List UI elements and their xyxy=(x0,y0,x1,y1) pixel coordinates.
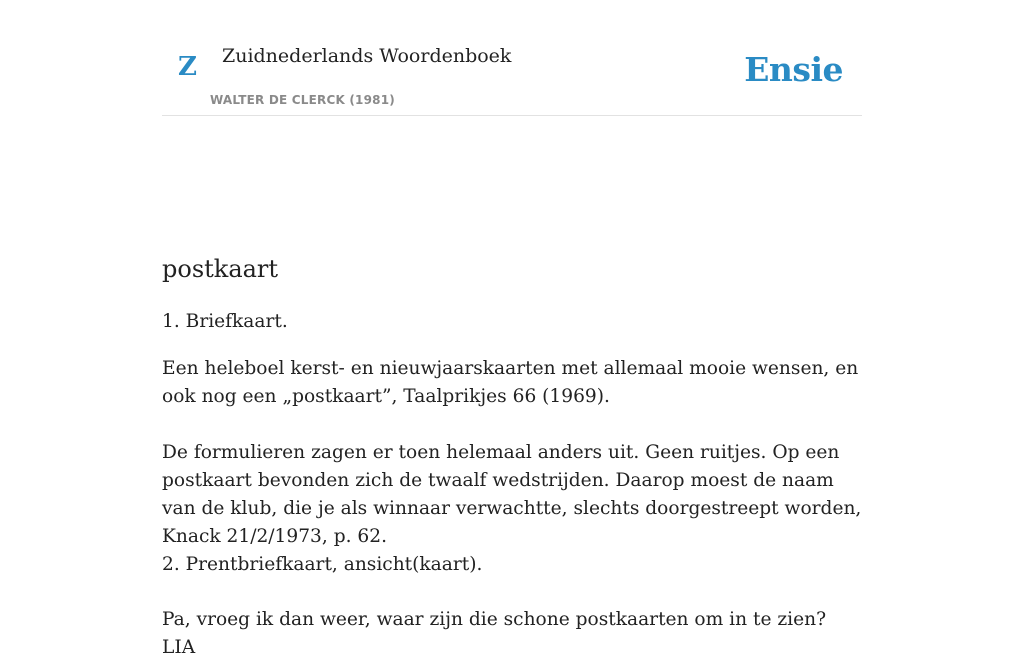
ensie-brand-link[interactable]: Ensie xyxy=(744,50,843,89)
dictionary-logo[interactable]: Z xyxy=(178,52,197,82)
dictionary-header xyxy=(162,0,862,116)
example-quote-3: Pa, vroeg ik dan weer, waar zijn die schone postkaarten om in te zien? LIA xyxy=(162,609,827,658)
dictionary-author: WALTER DE CLERCK (1981) xyxy=(210,93,395,107)
entry-headword: postkaart xyxy=(162,255,279,283)
definition-2: 2. Prentbriefkaart, ansicht(kaart). xyxy=(162,554,483,575)
page-container xyxy=(162,0,862,658)
example-quote-1: Een heleboel kerst- en nieuwjaarskaarten met allemaal mooie wensen, en ook nog een „postkaart”, Taalprikjes 66 (1969). xyxy=(162,358,859,407)
example-quote-2: De formulieren zagen er toen helemaal anders uit. Geen ruitjes. Op een postkaart bevonden zich de twaalf wedstrijden. Daarop moest de naam van de klub, die je als winnaar verwachtte, slechts doorgestreept worden, Knack 21/2/1973, p. 62. xyxy=(162,442,862,547)
dictionary-title[interactable]: Zuidnederlands Woordenboek xyxy=(222,45,512,67)
definition-1: 1. Briefkaart. xyxy=(162,311,288,332)
